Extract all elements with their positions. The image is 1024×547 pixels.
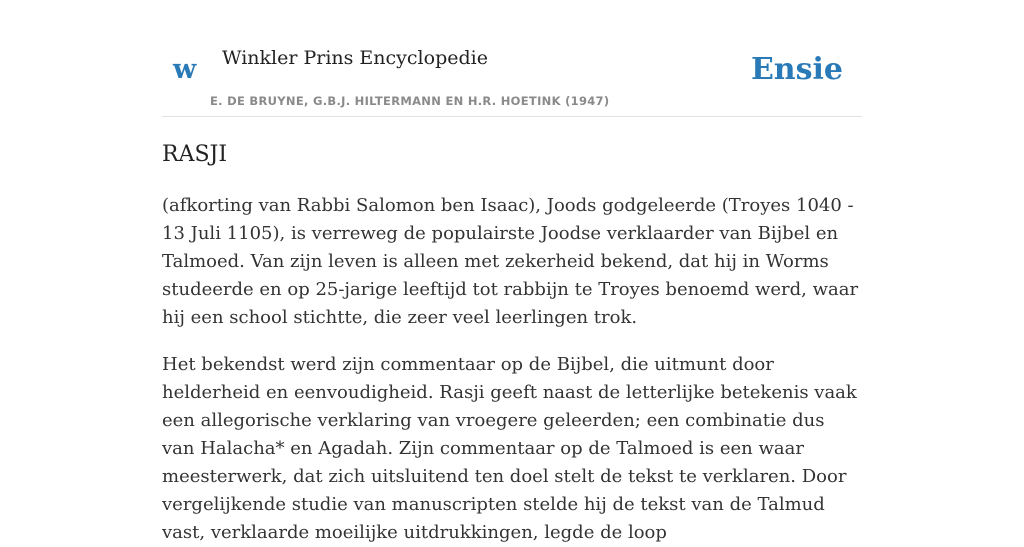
source-authors: E. DE BRUYNE, G.B.J. HILTERMANN EN H.R. HOETINK (1947) [210,94,610,108]
article-paragraph: (afkorting van Rabbi Salomon ben Isaac), Joods godgeleerde (Troyes 1040 - 13 Juli 1105), is verreweg de populairste Joodse verklaarder van Bijbel en Talmoed. Van zijn leven is alleen met zekerheid bekend, dat hij in Worms studeerde en op 25-jarige leeftijd tot rabbijn te Troyes benoemd werd, waar hij een school stichtte, die zeer veel leerlingen trok. [162,195,859,328]
ensie-logo-link[interactable]: Ensie [750,52,843,87]
article-title: RASJI [162,142,228,167]
source-title[interactable]: Winkler Prins Encyclopedie [222,47,488,69]
source-logo-icon[interactable]: w [173,54,197,85]
header [162,0,862,117]
article [162,138,862,547]
article-paragraph: Het bekendst werd zijn commentaar op de Bijbel, die uitmunt door helderheid en eenvoudigheid. Rasji geeft naast de letterlijke betekenis vaak een allegorische verklaring van vroegere geleerden; een combinatie dus van Halacha* en Agadah. Zijn commentaar op de Talmoed is een waar meesterwerk, dat zich uitsluitend ten doel stelt de tekst te verklaren. Door vergelijkende studie van manuscripten stelde hij de tekst van de Talmud vast, verklaarde moeilijke uitdrukkingen, legde de loop [162,354,857,543]
